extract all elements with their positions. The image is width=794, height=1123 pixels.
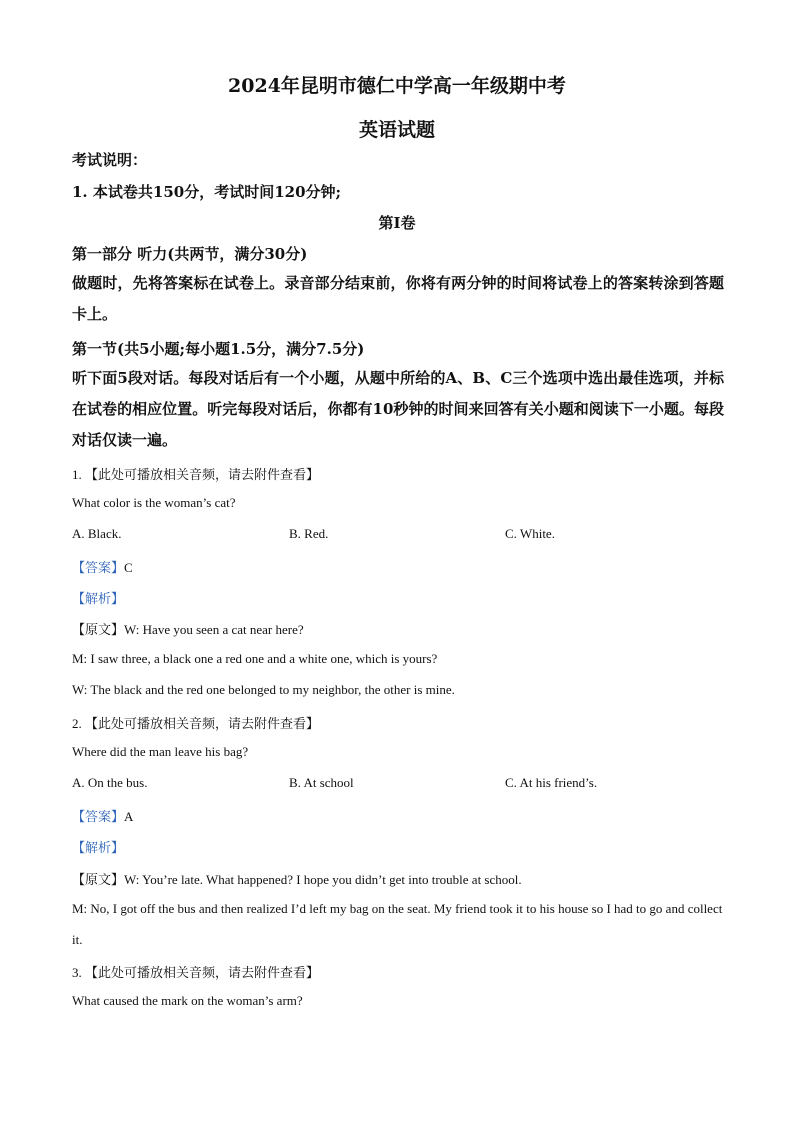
instructions-item-1: 1. 本试卷共150分，考试时间120分钟; xyxy=(72,183,342,201)
question-number: 1. xyxy=(72,467,82,482)
answer-label: 【答案】 xyxy=(72,809,125,824)
question-2-stem: Where did the man leave his bag? xyxy=(72,744,249,759)
question-1-transcript-1 xyxy=(72,619,304,638)
transcript-line: W: You’re late. What happened? I hope you didn’t get into trouble at school. xyxy=(124,872,522,887)
question-1-option-c: C. White. xyxy=(505,526,555,541)
question-1-analysis-label: 【解析】 xyxy=(72,591,125,606)
question-3-header xyxy=(72,962,319,981)
question-number: 3. xyxy=(72,965,82,980)
audio-link[interactable]: 【此处可播放相关音频，请去附件查看】 xyxy=(85,716,320,731)
answer-label: 【答案】 xyxy=(72,560,125,575)
question-number: 2. xyxy=(72,716,82,731)
question-2-answer xyxy=(72,806,133,825)
question-2-transcript-1 xyxy=(72,869,522,888)
question-1-transcript-3: W: The black and the red one belonged to my neighbor, the other is mine. xyxy=(72,682,455,697)
question-2-option-c: C. At his friend’s. xyxy=(505,775,598,790)
question-1-header xyxy=(72,464,319,483)
question-3-stem: What caused the mark on the woman’s arm? xyxy=(72,993,303,1008)
question-2-header xyxy=(72,713,319,732)
instructions-heading: 考试说明： xyxy=(72,151,148,169)
section1-heading: 第一节(共5小题;每小题1.5分，满分7.5分) xyxy=(72,340,365,358)
original-label: 【原文】 xyxy=(72,872,125,887)
audio-link[interactable]: 【此处可播放相关音频，请去附件查看】 xyxy=(85,965,320,980)
volume-heading: 第Ⅰ卷 xyxy=(378,214,416,232)
part1-instruction: 做题时，先将答案标在试卷上。录音部分结束前，你将有两分钟的时间将试卷上的答案转涂到答题卡上。 xyxy=(72,274,724,323)
question-1-stem: What color is the woman’s cat? xyxy=(72,495,236,510)
question-2-option-a: A. On the bus. xyxy=(72,775,148,790)
question-1-answer xyxy=(72,557,133,576)
question-1-option-a: A. Black. xyxy=(72,526,122,541)
question-2-option-b: B. At school xyxy=(289,775,354,790)
exam-title: 2024年昆明市德仁中学高一年级期中考 xyxy=(228,75,566,97)
exam-subtitle: 英语试题 xyxy=(358,119,435,141)
question-2-analysis-label: 【解析】 xyxy=(72,840,125,855)
audio-link[interactable]: 【此处可播放相关音频，请去附件查看】 xyxy=(85,467,320,482)
answer-value: C xyxy=(124,560,133,575)
question-1-option-b: B. Red. xyxy=(289,526,329,541)
question-1-transcript-2: M: I saw three, a black one a red one and a white one, which is yours? xyxy=(72,651,438,666)
section1-instruction: 听下面5段对话。每段对话后有一个小题，从题中所给的A、B、C三个选项中选出最佳选项，并标在试卷的相应位置。听完每段对话后，你都有10秒钟的时间来回答有关小题和阅读下一小题。每段对话仅读一遍。 xyxy=(72,369,724,449)
transcript-line: W: Have you seen a cat near here? xyxy=(124,622,304,637)
answer-value: A xyxy=(124,809,134,824)
part1-heading: 第一部分 听力(共两节，满分30分) xyxy=(72,245,308,263)
original-label: 【原文】 xyxy=(72,622,125,637)
question-2-transcript-2: M: No, I got off the bus and then realized I’d left my bag on the seat. My friend took it to his house so I had to go and collect it. xyxy=(72,901,723,947)
